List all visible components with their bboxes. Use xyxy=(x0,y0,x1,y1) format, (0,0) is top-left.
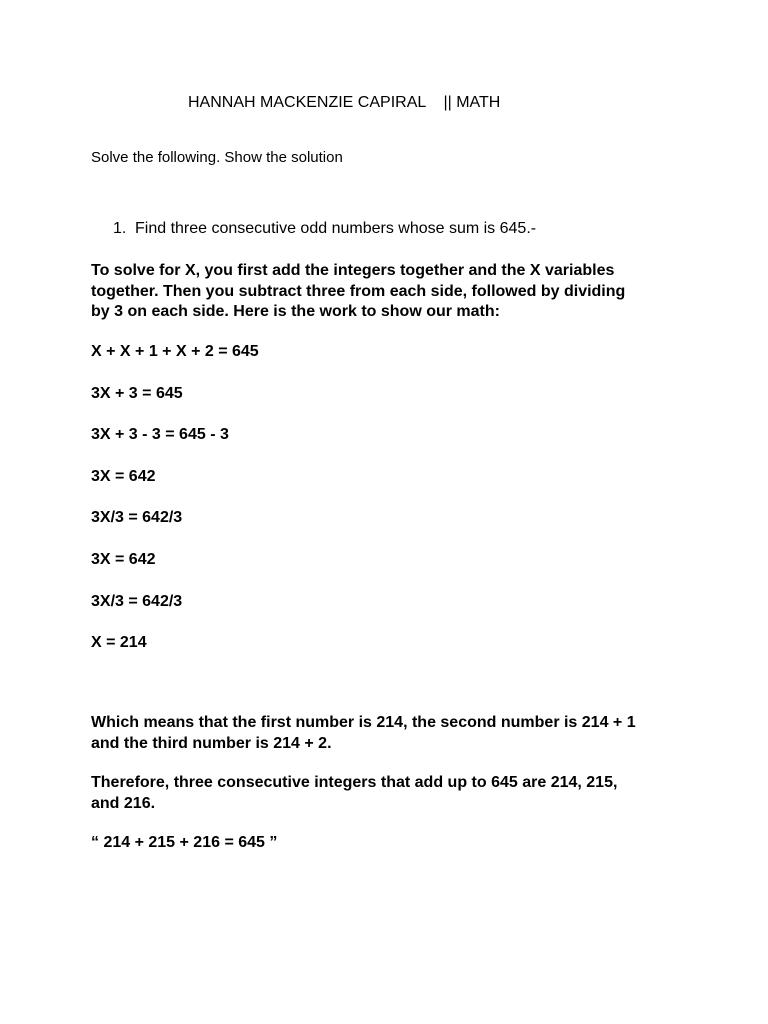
explanation-paragraph xyxy=(91,261,691,323)
math-step: 3X + 3 - 3 = 645 - 3 xyxy=(91,426,229,443)
therefore-paragraph xyxy=(91,773,691,814)
therefore-line: Therefore, three consecutive integers that add up to 645 are 214, 215, xyxy=(91,774,618,791)
final-answer: “ 214 + 215 + 216 = 645 ” xyxy=(91,834,278,851)
document-title: HANNAH MACKENZIE CAPIRAL || MATH xyxy=(188,94,501,111)
question-item xyxy=(113,220,536,238)
conclusion-paragraph xyxy=(91,713,691,754)
therefore-line: and 216. xyxy=(91,794,156,812)
explanation-line: To solve for X, you first add the integers together and the X variables xyxy=(91,262,615,279)
math-step: 3X/3 = 642/3 xyxy=(91,593,183,610)
math-step: 3X = 642 xyxy=(91,551,156,568)
explanation-line: together. Then you subtract three from each side, followed by dividing xyxy=(91,282,626,300)
question-number: 1. xyxy=(113,220,127,237)
math-step: 3X = 642 xyxy=(91,468,156,485)
question-text: Find three consecutive odd numbers whose sum is 645.- xyxy=(135,220,537,237)
conclusion-line: and the third number is 214 + 2. xyxy=(91,734,332,752)
explanation-line: by 3 on each side. Here is the work to show our math: xyxy=(91,303,500,320)
math-step: 3X + 3 = 645 xyxy=(91,385,183,402)
instructions-text: Solve the following. Show the solution xyxy=(91,149,343,166)
math-step: X = 214 xyxy=(91,634,147,651)
math-step: X + X + 1 + X + 2 = 645 xyxy=(91,343,259,360)
conclusion-line: Which means that the first number is 214, the second number is 214 + 1 xyxy=(91,714,636,731)
math-step: 3X/3 = 642/3 xyxy=(91,509,183,526)
